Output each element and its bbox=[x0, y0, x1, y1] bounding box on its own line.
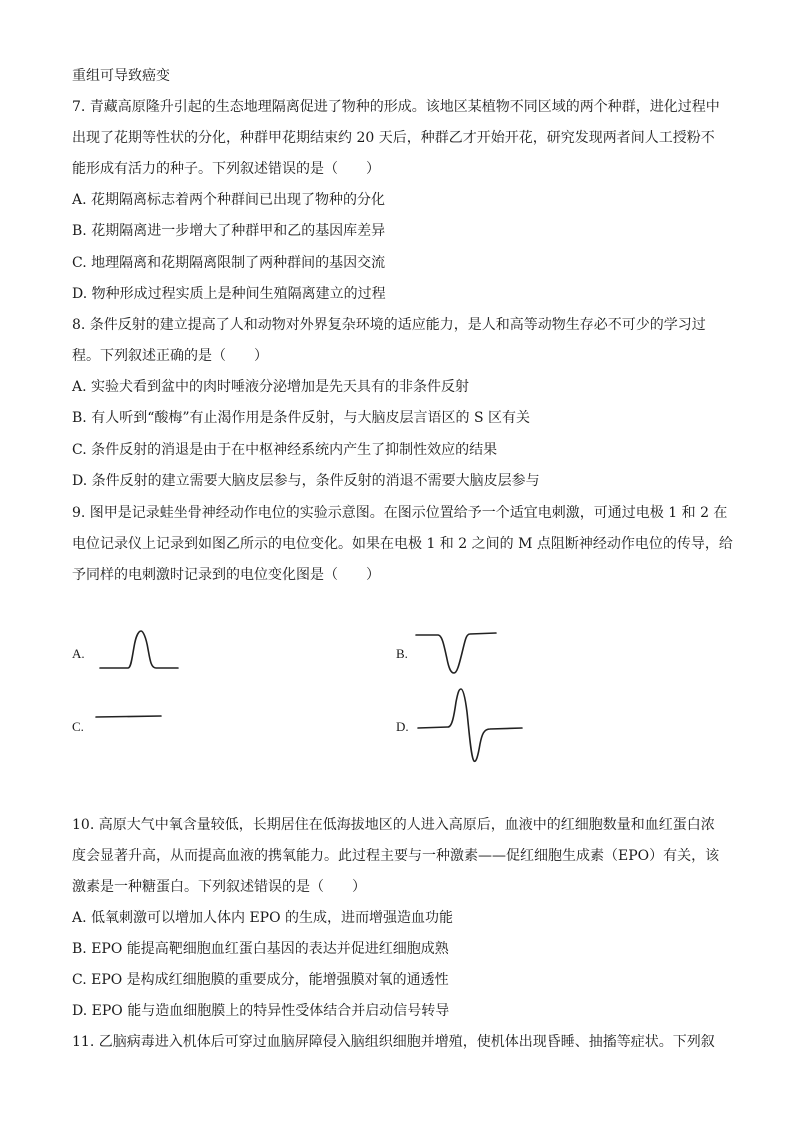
question-10-option-d: D. EPO 能与造血细胞膜上的特异性受体结合并启动信号转导 bbox=[72, 1003, 450, 1019]
question-7-stem: 能形成有活力的种子。下列叙述错误的是（ ） bbox=[72, 161, 380, 177]
question-9-stem: 9. 图甲是记录蛙坐骨神经动作电位的实验示意图。在图示位置给予一个适宜电刺激，可通过电极 1 和 2 在 bbox=[72, 505, 728, 521]
question-8-stem: 8. 条件反射的建立提高了人和动物对外界复杂环境的适应能力，是人和高等动物生存必不可少的学习过 bbox=[72, 317, 706, 333]
question-7-option-a: A. 花期隔离标志着两个种群间已出现了物种的分化 bbox=[72, 192, 386, 208]
question-8-option-d: D. 条件反射的建立需要大脑皮层参与，条件反射的消退不需要大脑皮层参与 bbox=[72, 473, 540, 489]
question-9-stem: 予同样的电刺激时记录到的电位变化图是（ ） bbox=[72, 567, 380, 583]
question-7-option-c: C. 地理隔离和花期隔离限制了两种群间的基因交流 bbox=[72, 255, 386, 271]
waveform-d-figure bbox=[412, 686, 528, 766]
question-8-stem: 程。下列叙述正确的是（ ） bbox=[72, 348, 268, 364]
question-8-option-b: B. 有人听到“酸梅”有止渴作用是条件反射，与大脑皮层言语区的 S 区有关 bbox=[72, 410, 530, 426]
text-line: 重组可导致癌变 bbox=[72, 68, 170, 84]
question-10-option-c: C. EPO 是构成红细胞膜的重要成分，能增强膜对氧的通透性 bbox=[72, 972, 449, 988]
question-7-option-d: D. 物种形成过程实质上是种间生殖隔离建立的过程 bbox=[72, 286, 386, 302]
waveform-b-figure bbox=[410, 625, 510, 677]
question-7-option-b: B. 花期隔离进一步增大了种群甲和乙的基因库差异 bbox=[72, 223, 386, 239]
waveform-a-curve bbox=[100, 631, 178, 668]
question-7-stem: 出现了花期等性状的分化，种群甲花期结束约 20 天后，种群乙才开始开花，研究发现两者间人工授粉不 bbox=[72, 130, 715, 146]
waveform-c-figure bbox=[90, 705, 170, 725]
question-9-option-d-label: D. bbox=[396, 719, 409, 734]
question-10-stem: 激素是一种糖蛋白。下列叙述错误的是（ ） bbox=[72, 879, 366, 895]
question-11-stem: 11. 乙脑病毒进入机体后可穿过血脑屏障侵入脑组织细胞并增殖，使机体出现昏睡、抽搐等症状。下列叙 bbox=[72, 1034, 715, 1050]
question-9-option-b-label: B. bbox=[396, 646, 408, 661]
question-10-option-b: B. EPO 能提高靶细胞血红蛋白基因的表达并促进红细胞成熟 bbox=[72, 941, 449, 957]
waveform-c-curve bbox=[96, 716, 161, 717]
question-9-stem: 电位记录仪上记录到如图乙所示的电位变化。如果在电极 1 和 2 之间的 M 点阻断神经动作电位的传导，给 bbox=[72, 536, 733, 552]
question-9-option-c-label: C. bbox=[72, 719, 84, 734]
question-8-option-a: A. 实验犬看到盆中的肉时唾液分泌增加是先天具有的非条件反射 bbox=[72, 379, 470, 395]
question-10-option-a: A. 低氧刺激可以增加人体内 EPO 的生成，进而增强造血功能 bbox=[72, 910, 454, 926]
waveform-a-figure bbox=[90, 625, 190, 675]
question-9-option-a-label: A. bbox=[72, 646, 85, 661]
waveform-b-curve bbox=[416, 633, 496, 673]
question-8-option-c: C. 条件反射的消退是由于在中枢神经系统内产生了抑制性效应的结果 bbox=[72, 442, 498, 458]
question-7-stem: 7. 青藏高原隆升引起的生态地理隔离促进了物种的形成。该地区某植物不同区域的两个种群，进化过程中 bbox=[72, 99, 720, 115]
question-10-stem: 10. 高原大气中氧含量较低，长期居住在低海拔地区的人进入高原后，血液中的红细胞数量和血红蛋白浓 bbox=[72, 817, 715, 833]
question-10-stem: 度会显著升高，从而提高血液的携氧能力。此过程主要与一种激素——促红细胞生成素（EPO）有关，该 bbox=[72, 848, 720, 864]
waveform-d-curve bbox=[418, 689, 522, 761]
